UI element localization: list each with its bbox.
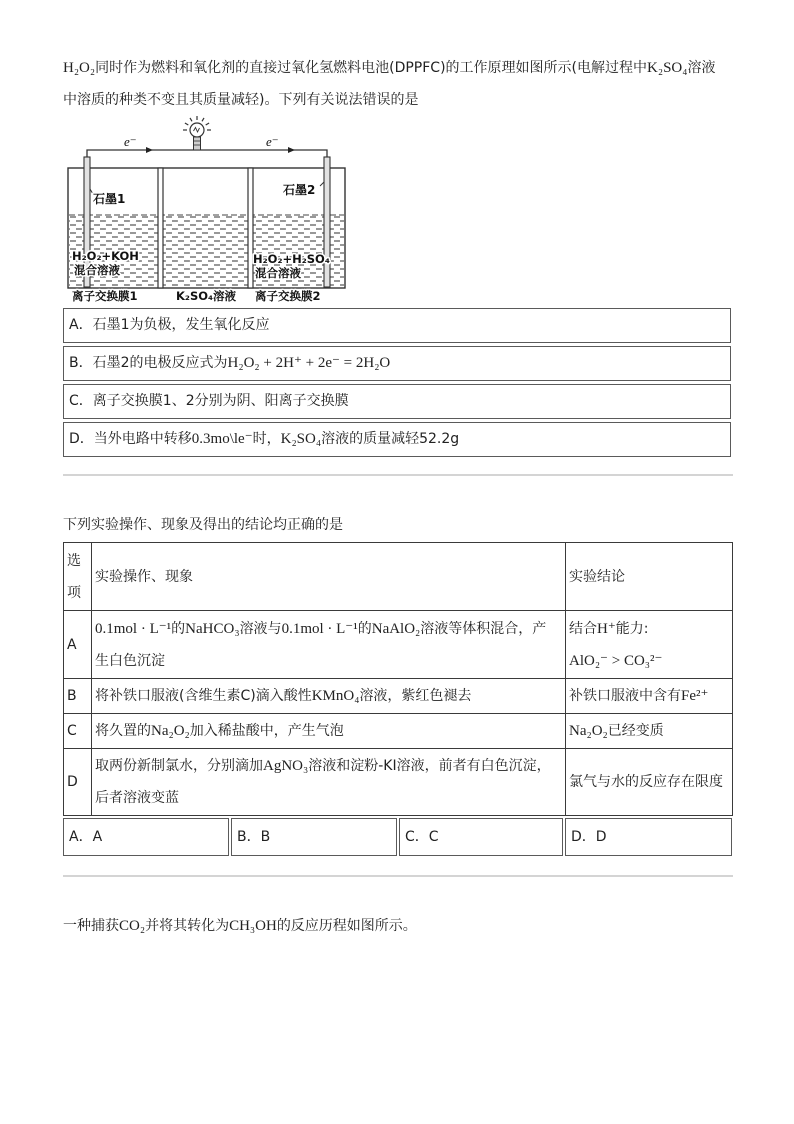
text-run: 的反应历程如图所示。 [276, 918, 417, 934]
choice-b: B．B [231, 818, 397, 856]
row-conclusion [566, 714, 733, 749]
header-option: 选项 [64, 543, 92, 611]
formula: KMnO₄ [311, 688, 360, 704]
row-operation [92, 714, 566, 749]
formula: K₂SO₄ [280, 431, 322, 447]
option-text [93, 317, 270, 333]
text-run: 的 [357, 620, 372, 637]
row-operation [92, 749, 566, 816]
option-d [63, 422, 731, 457]
membrane-1-label: 离子交换膜1 [72, 289, 138, 303]
text-run: 溶液和淀粉-KI溶液，前者有白色沉淀， [308, 758, 551, 774]
bulb-ray [206, 123, 209, 125]
text-run: 的 [171, 620, 186, 637]
text-run: 溶液与 [239, 620, 282, 637]
option-letter: A． [69, 317, 93, 333]
text-run: 溶液的质量减轻52.2g [321, 431, 460, 447]
text-run: 并将其转化为 [145, 918, 230, 934]
right-solution-label: 混合溶液 [255, 266, 301, 280]
option-a [63, 308, 731, 343]
question-1-options [63, 308, 731, 457]
row-option: A [64, 611, 92, 679]
row-option: C [64, 714, 92, 749]
option-text [93, 355, 391, 371]
arrow-right-icon [146, 147, 153, 153]
text-run: 溶液，紫红色褪去 [359, 688, 472, 704]
text-run: 当外电路中转移 [93, 431, 192, 447]
formula: 0.1mol · L⁻¹ [281, 620, 358, 637]
leader-line [320, 182, 324, 186]
text-run: 溶液等体积混合，产 [420, 620, 547, 637]
experiment-table [63, 542, 733, 816]
text-run: 加入稀盐酸中，产生气泡 [189, 723, 344, 739]
formula: H₂O₂ [63, 60, 96, 76]
option-letter: B． [69, 355, 93, 371]
light-bulb-icon [183, 116, 211, 150]
choice-c: C．C [399, 818, 563, 856]
text-run: 石墨2的电极反应式为 [92, 355, 228, 371]
text-run: 补铁口服液中含有 [569, 688, 681, 704]
text-run: 石墨1为负极，发生氧化反应 [92, 317, 270, 333]
row-conclusion [566, 679, 733, 714]
formula: 0.1mol · L⁻¹ [95, 620, 172, 637]
left-solution-label: H₂O₂+KOH [72, 249, 139, 263]
question-1-stem [63, 52, 735, 116]
text-run: 生白色沉淀 [95, 652, 165, 669]
choice-d: D．D [565, 818, 732, 856]
text-run: 后者溶液变蓝 [95, 790, 179, 806]
cell-line [95, 715, 562, 747]
choice-a: A．A [63, 818, 229, 856]
text-run: 氯气与水的反应存在限度 [569, 774, 723, 790]
bulb-ray [185, 123, 188, 125]
formula: AgNO₃ [263, 758, 309, 774]
table-row-c [64, 714, 733, 749]
formula: K₂SO₄ [647, 60, 688, 76]
text-run: 将久置的 [95, 723, 151, 739]
row-operation [92, 679, 566, 714]
option-text [94, 431, 459, 447]
formula: Na₂O₂ [569, 723, 608, 739]
membrane-2-label: 离子交换膜2 [255, 289, 321, 303]
row-conclusion [566, 611, 733, 679]
row-option: D [64, 749, 92, 816]
formula: H₂O₂ + 2H⁺ + 2e⁻ = 2H₂O [227, 355, 391, 371]
text-run: 一种捕获 [63, 918, 119, 934]
option-b [63, 346, 731, 381]
text-run: 下列实验操作、现象及得出的结论均正确的是 [63, 517, 343, 533]
cell-line [95, 645, 562, 677]
formula: Na₂O₂ [151, 723, 190, 739]
text-run: 时， [252, 431, 281, 447]
formula: CH₃OH [229, 918, 277, 934]
cell-line [569, 715, 729, 747]
text-run: 取两份新制氯水，分别滴加 [95, 758, 263, 774]
electrode-label-1: 石墨1 [93, 192, 126, 206]
row-option: B [64, 679, 92, 714]
stem-line [63, 84, 735, 116]
cell-line [95, 613, 562, 645]
option-c [63, 384, 731, 419]
question-divider [63, 875, 733, 877]
text-run: 中溶质的种类不变且其质量减轻)。下列有关说法错误的是 [63, 92, 419, 108]
cell-line [569, 680, 729, 712]
text-run: 离子交换膜1、2分别为阴、阳离子交换膜 [92, 393, 349, 409]
bulb-ray [190, 118, 192, 121]
right-solution-label: H₂O₂+H₂SO₄ [253, 252, 330, 266]
text-run: 能力: [615, 620, 649, 637]
text-run: 同时作为燃料和氧化剂的直接过氧化氢燃料电池(DPPFC)的工作原理如图所示(电解过程中 [95, 60, 648, 76]
formula: NaAlO₂ [371, 620, 421, 637]
left-solution-label: 混合溶液 [74, 263, 120, 277]
cell-line [569, 613, 729, 645]
ion-exchange-membrane-1 [158, 168, 163, 288]
formula: H⁺ [597, 620, 616, 637]
text-run: 结合 [569, 620, 597, 637]
table-header-row [64, 543, 733, 611]
stem-line [63, 52, 735, 84]
formula: NaHCO₃ [185, 620, 240, 637]
bulb-base [194, 137, 201, 150]
cell-line [569, 645, 729, 677]
row-operation [92, 611, 566, 679]
cell-line [95, 680, 562, 712]
formula: AlO₂⁻ > CO₃²⁻ [569, 652, 663, 669]
electrode-label-2: 石墨2 [283, 183, 316, 197]
cell-line [95, 782, 562, 814]
cell-line [95, 750, 562, 782]
ion-exchange-membrane-2 [248, 168, 253, 288]
table-row-a [64, 611, 733, 679]
row-conclusion [566, 749, 733, 816]
question-2-options [63, 818, 735, 856]
formula: Fe²⁺ [681, 688, 709, 704]
table-row-d [64, 749, 733, 816]
exam-document [63, 52, 735, 942]
question-divider [63, 474, 733, 476]
option-text [93, 393, 349, 409]
text-run: 已经变质 [607, 723, 664, 739]
fuel-cell-diagram [63, 115, 353, 305]
formula: CO₂ [119, 918, 146, 934]
bulb-ray [202, 118, 204, 121]
option-letter: C． [69, 393, 93, 409]
cell-line [569, 766, 729, 798]
text-run: 将补铁口服液(含维生素C)滴入酸性 [95, 688, 312, 704]
option-letter: D． [69, 431, 94, 447]
middle-solution-label: K₂SO₄溶液 [176, 289, 237, 303]
electron-label-right: e⁻ [266, 134, 279, 149]
graphite-electrode-2 [324, 157, 330, 287]
question-3-stem [63, 910, 735, 942]
header-conclusion: 实验结论 [566, 543, 733, 611]
header-operation: 实验操作、现象 [92, 543, 566, 611]
text-run: 溶液 [687, 60, 716, 76]
question-2-stem [63, 509, 735, 541]
electron-label-left: e⁻ [124, 134, 137, 149]
table-row-b [64, 679, 733, 714]
formula: 0.3mo\le⁻ [191, 431, 253, 447]
arrow-right-icon [288, 147, 295, 153]
